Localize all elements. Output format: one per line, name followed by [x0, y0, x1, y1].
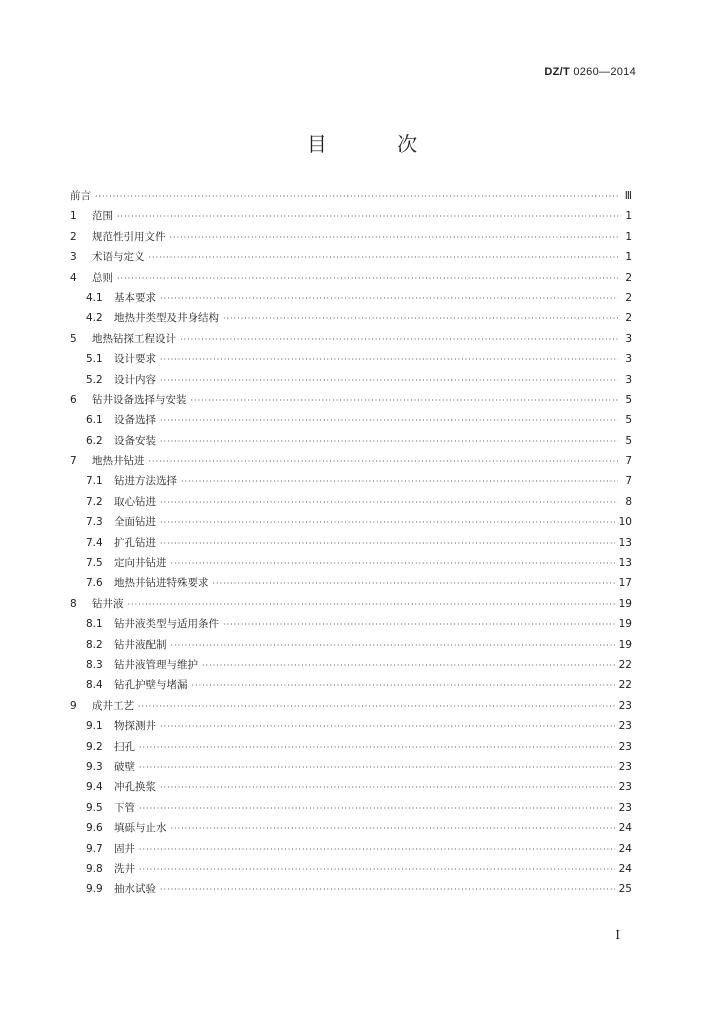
toc-subentry[interactable] [70, 841, 632, 861]
toc-entry-title: 钻井设备选择与安装 [92, 393, 187, 406]
toc-entry-number: 4 [70, 271, 77, 284]
toc-entry-title: 钻进方法选择 [114, 475, 177, 488]
toc-subentry[interactable] [70, 820, 632, 840]
toc-entry-number: 7 [70, 455, 77, 468]
toc-entry-title: 钻井液类型与适用条件 [114, 618, 219, 631]
toc-entry-number: 5.1 [86, 353, 103, 366]
dot-leader [213, 579, 615, 588]
toc-entry-page: 7 [625, 455, 632, 468]
toc-entry-title: 地热井钻进 [92, 455, 145, 468]
toc-entry-page: 13 [618, 557, 632, 570]
toc-entry-number: 9.5 [86, 801, 103, 814]
toc-entry-page: 8 [625, 495, 632, 508]
toc-entry-page: 7 [625, 475, 632, 488]
toc-entry-title: 设计内容 [114, 373, 156, 386]
toc-entry[interactable] [70, 596, 632, 616]
dot-leader [170, 233, 619, 242]
toc-subentry[interactable] [70, 657, 632, 677]
toc-entry-page: 23 [618, 760, 632, 773]
dot-leader [160, 783, 615, 792]
toc-entry-page: 23 [618, 781, 632, 794]
toc-entry-number: 6.1 [86, 414, 103, 427]
dot-leader [202, 661, 615, 670]
toc-entry[interactable] [70, 188, 632, 208]
toc-entry-title: 前言 [70, 190, 91, 202]
toc-subentry[interactable] [70, 494, 632, 514]
toc-subentry[interactable] [70, 616, 632, 636]
page-number: I [615, 928, 620, 942]
toc-entry-number: 4.1 [86, 291, 103, 304]
dot-leader [223, 314, 618, 323]
toc-entry-number: 5 [70, 332, 77, 345]
toc-entry-page: 10 [618, 516, 632, 529]
dot-leader [223, 620, 615, 629]
toc-entry-number: 7.4 [86, 536, 103, 549]
toc-entry-title: 洗井 [114, 862, 135, 875]
document-code [544, 66, 636, 78]
toc-entry-number: 8.3 [86, 658, 103, 671]
toc-entry-page: 3 [625, 373, 632, 386]
toc-entry-page: 1 [625, 230, 632, 243]
toc-entry-title: 固井 [114, 842, 135, 855]
toc-entry-title: 设计要求 [114, 353, 156, 366]
toc-entry-title: 设备安装 [114, 434, 156, 447]
dot-leader [160, 539, 615, 548]
toc-entry-page: 19 [618, 638, 632, 651]
toc-entry-title: 下管 [114, 801, 135, 814]
toc-entry-page: 22 [618, 679, 632, 692]
toc-subentry[interactable] [70, 433, 632, 453]
toc-entry[interactable] [70, 331, 632, 351]
toc-entry-title: 范围 [92, 210, 113, 223]
toc-entry-title: 成井工艺 [92, 699, 134, 712]
toc-entry-page: Ⅲ [624, 190, 632, 202]
toc-entry-number: 3 [70, 251, 77, 264]
toc-entry-title: 定向井钻进 [114, 557, 167, 570]
dot-leader [149, 457, 619, 466]
toc-entry-title: 地热井钻进特殊要求 [114, 577, 209, 590]
dot-leader [160, 885, 615, 894]
toc-subentry[interactable] [70, 412, 632, 432]
document-code-prefix: DZ/T [544, 66, 570, 78]
toc-entry-title: 冲孔换浆 [114, 781, 156, 794]
toc-entry-page: 24 [618, 842, 632, 855]
toc-subentry[interactable] [70, 351, 632, 371]
toc-entry-number: 9.3 [86, 760, 103, 773]
toc-subentry[interactable] [70, 310, 632, 330]
toc-subentry[interactable] [70, 555, 632, 575]
toc-entry-title: 设备选择 [114, 414, 156, 427]
table-of-contents [70, 188, 632, 902]
toc-entry[interactable] [70, 392, 632, 412]
toc-entry-page: 2 [625, 271, 632, 284]
toc-entry-number: 7.6 [86, 577, 103, 590]
dot-leader [117, 274, 618, 283]
toc-entry-number: 9.4 [86, 781, 103, 794]
toc-entry-title: 钻孔护壁与堵漏 [114, 679, 188, 692]
toc-entry-number: 6.2 [86, 434, 103, 447]
dot-leader [117, 212, 618, 221]
toc-entry-title: 扫孔 [114, 740, 135, 753]
toc-entry-number: 9.9 [86, 883, 103, 896]
dot-leader [160, 376, 618, 385]
toc-entry-page: 22 [618, 658, 632, 671]
dot-leader [181, 477, 618, 486]
toc-entry-number: 7.5 [86, 557, 103, 570]
toc-entry-number: 5.2 [86, 373, 103, 386]
dot-leader [139, 804, 615, 813]
toc-entry-title: 基本要求 [114, 291, 156, 304]
toc-entry-page: 13 [618, 536, 632, 549]
toc-subentry[interactable] [70, 372, 632, 392]
toc-entry-number: 8.1 [86, 618, 103, 631]
dot-leader [171, 559, 615, 568]
toc-entry-title: 填砾与止水 [114, 822, 167, 835]
toc-entry-title: 钻井液配制 [114, 638, 167, 651]
dot-leader [128, 600, 615, 609]
toc-entry-page: 23 [618, 699, 632, 712]
toc-entry-page: 19 [618, 597, 632, 610]
dot-leader [160, 518, 615, 527]
toc-entry-number: 9.1 [86, 720, 103, 733]
toc-entry-title: 破壁 [114, 760, 135, 773]
toc-entry[interactable] [70, 270, 632, 290]
document-code-number: 0260—2014 [573, 66, 636, 78]
toc-subentry[interactable] [70, 881, 632, 901]
dot-leader [160, 294, 618, 303]
toc-subentry[interactable] [70, 677, 632, 697]
dot-leader [160, 355, 618, 364]
toc-entry-number: 7.2 [86, 495, 103, 508]
toc-entry-number: 8 [70, 597, 77, 610]
dot-leader [139, 743, 615, 752]
dot-leader [191, 396, 619, 405]
dot-leader [160, 416, 618, 425]
toc-entry-title: 取心钻进 [114, 495, 156, 508]
toc-subentry[interactable] [70, 535, 632, 555]
dot-leader [139, 865, 615, 874]
toc-entry-title: 钻井液 [92, 597, 124, 610]
toc-entry-number: 2 [70, 230, 77, 243]
toc-entry-title: 术语与定义 [92, 251, 145, 264]
page-title: 目 次 [306, 132, 450, 156]
toc-entry[interactable] [70, 249, 632, 269]
toc-entry[interactable] [70, 698, 632, 718]
dot-leader [180, 335, 618, 344]
toc-subentry[interactable] [70, 739, 632, 759]
toc-entry-page: 23 [618, 801, 632, 814]
toc-entry-page: 17 [618, 577, 632, 590]
dot-leader [149, 253, 619, 262]
toc-entry-number: 9.8 [86, 862, 103, 875]
toc-subentry[interactable] [70, 637, 632, 657]
toc-entry-page: 1 [625, 210, 632, 223]
toc-entry-number: 9.6 [86, 822, 103, 835]
toc-entry[interactable] [70, 229, 632, 249]
toc-entry-number: 1 [70, 210, 77, 223]
toc-entry-page: 23 [618, 720, 632, 733]
toc-entry-number: 9.2 [86, 740, 103, 753]
toc-subentry[interactable] [70, 779, 632, 799]
toc-entry[interactable] [70, 208, 632, 228]
toc-entry-title: 扩孔钻进 [114, 536, 156, 549]
toc-entry-title: 全面钻进 [114, 516, 156, 529]
toc-entry-number: 8.2 [86, 638, 103, 651]
dot-leader [139, 845, 615, 854]
toc-subentry[interactable] [70, 800, 632, 820]
toc-subentry[interactable] [70, 514, 632, 534]
toc-entry-page: 23 [618, 740, 632, 753]
toc-entry-number: 4.2 [86, 312, 103, 325]
toc-entry-page: 25 [618, 883, 632, 896]
toc-entry-title: 抽水试验 [114, 883, 156, 896]
toc-entry-title: 总则 [92, 271, 113, 284]
dot-leader [171, 824, 615, 833]
dot-leader [138, 702, 615, 711]
toc-entry-title: 物探测井 [114, 720, 156, 733]
toc-subentry[interactable] [70, 575, 632, 595]
toc-entry[interactable] [70, 453, 632, 473]
toc-entry-page: 19 [618, 618, 632, 631]
toc-subentry[interactable] [70, 861, 632, 881]
toc-subentry[interactable] [70, 473, 632, 493]
dot-leader [160, 498, 618, 507]
toc-entry-page: 2 [625, 291, 632, 304]
toc-entry-page: 5 [625, 414, 632, 427]
toc-entry-page: 24 [618, 822, 632, 835]
toc-entry-page: 24 [618, 862, 632, 875]
dot-leader [160, 437, 618, 446]
toc-entry-title: 钻井液管理与维护 [114, 658, 198, 671]
toc-subentry[interactable] [70, 759, 632, 779]
toc-entry-page: 1 [625, 251, 632, 264]
toc-entry-number: 8.4 [86, 679, 103, 692]
toc-subentry[interactable] [70, 290, 632, 310]
toc-entry-title: 地热井类型及井身结构 [114, 312, 219, 325]
toc-entry-page: 5 [625, 434, 632, 447]
toc-entry-number: 9 [70, 699, 77, 712]
toc-entry-number: 6 [70, 393, 77, 406]
toc-entry-title: 规范性引用文件 [92, 230, 166, 243]
toc-entry-number: 7.3 [86, 516, 103, 529]
dot-leader [171, 641, 615, 650]
toc-entry-page: 3 [625, 353, 632, 366]
toc-entry-title: 地热钻探工程设计 [92, 332, 176, 345]
dot-leader [139, 763, 615, 772]
dot-leader [95, 192, 618, 201]
toc-entry-page: 2 [625, 312, 632, 325]
dot-leader [160, 722, 615, 731]
toc-entry-number: 9.7 [86, 842, 103, 855]
toc-subentry[interactable] [70, 718, 632, 738]
toc-entry-page: 5 [625, 393, 632, 406]
dot-leader [192, 681, 615, 690]
toc-entry-number: 7.1 [86, 475, 103, 488]
toc-entry-page: 3 [625, 332, 632, 345]
